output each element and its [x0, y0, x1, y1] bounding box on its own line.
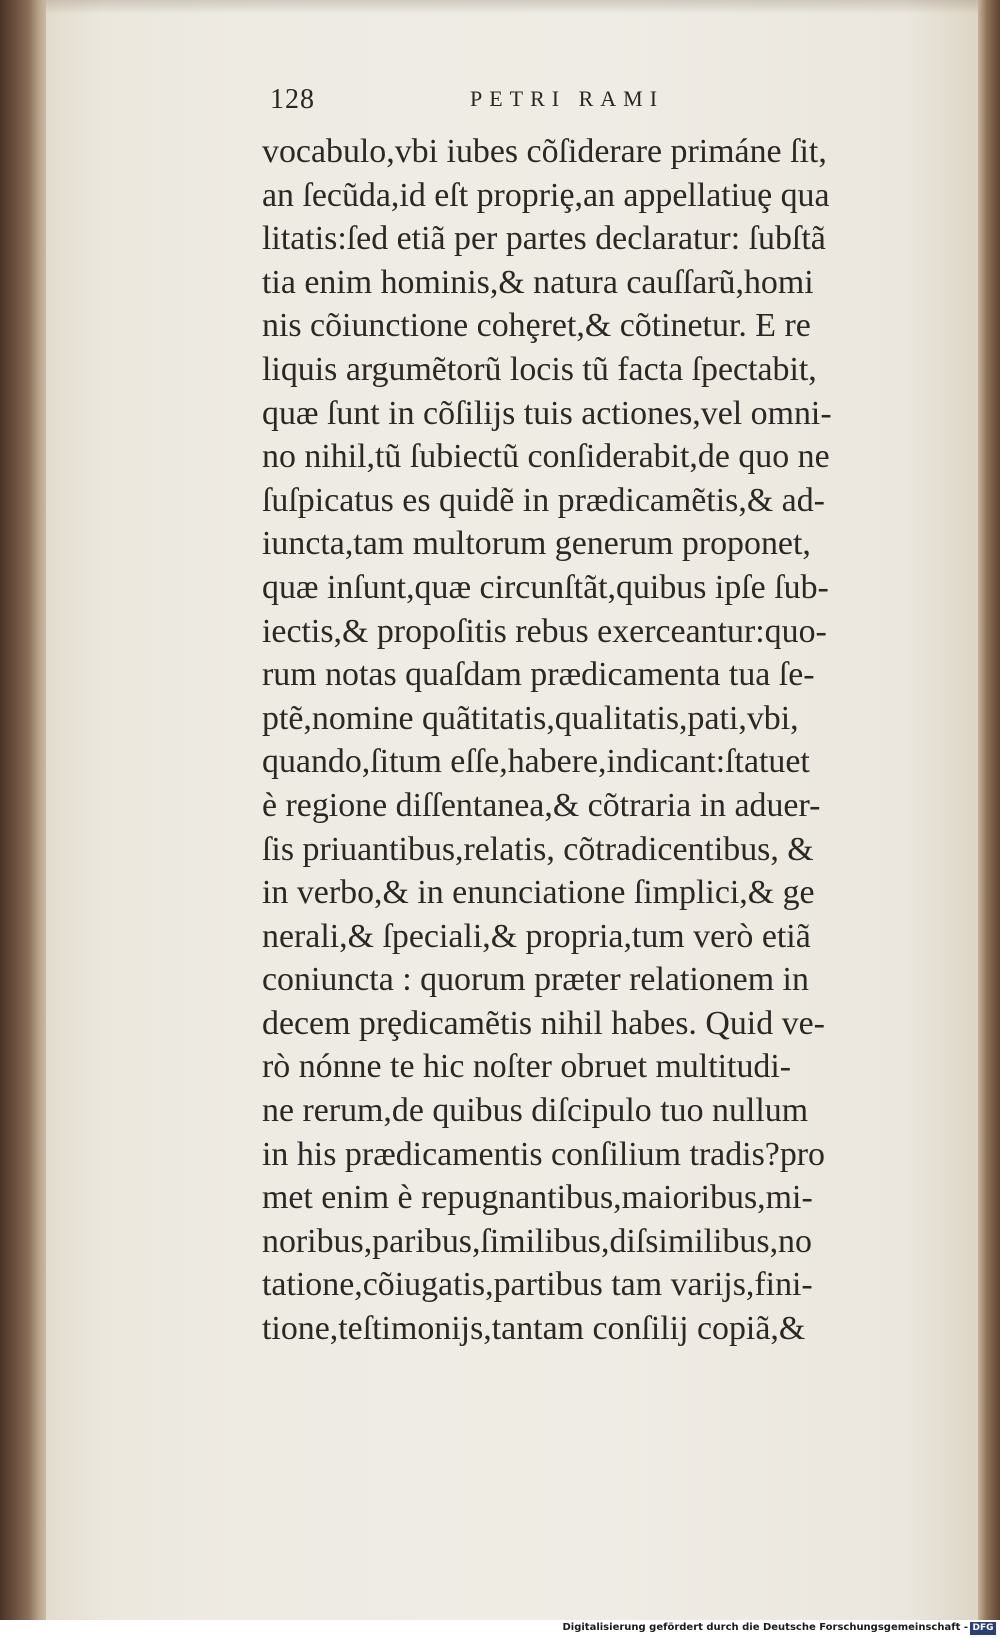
text-line: liquis argumẽtorũ locis tũ facta ſpectabit, — [262, 350, 817, 388]
text-line: quando,ſitum eſſe,habere,indicant:ſtatuet — [262, 743, 810, 781]
text-line: ptẽ,nomine quãtitatis,qualitatis,pati,vbi, — [262, 699, 799, 737]
text-line: vocabulo,vbi iubes cõſiderare primáne ſit, — [262, 133, 827, 170]
text-line: ſis priuantibus,relatis, cõtradicentibus, & — [262, 830, 814, 868]
text-line: iuncta,tam multorum generum proponet, — [262, 525, 811, 563]
top-shadow — [46, 0, 980, 14]
body-text — [262, 130, 932, 1351]
text-line: nis cõiunctione cohȩret,& cõtinetur. E re — [262, 307, 811, 345]
text-line: rum notas quaſdam prædicamenta tua ſe- — [262, 656, 815, 694]
text-line: tione,teſtimonijs,tantam conſilij copiã,& — [262, 1310, 806, 1348]
running-head: PETRI RAMI — [470, 86, 665, 111]
text-line: ne rerum,de quibus diſcipulo tuo nullum — [262, 1092, 809, 1130]
text-line: tia enim hominis,& natura cauſſarũ,homi — [262, 263, 814, 301]
page-header — [270, 84, 710, 124]
funding-credit: Digitalisierung gefördert durch die Deutsche Forschungsgemeinschaft - — [562, 1622, 968, 1633]
text-line: ſuſpicatus es quidẽ in prædicamẽtis,& ad- — [262, 481, 825, 519]
text-line: litatis:ſed etiã per partes declaratur: ſubſtã — [262, 220, 826, 258]
page-number: 128 — [270, 84, 315, 115]
text-line: an ſecũda,id eſt propriȩ,an appellatiuȩ qua — [262, 176, 830, 214]
text-line: rò nónne te hic noſter obruet multitudi- — [262, 1048, 792, 1086]
text-line: è regione diſſentanea,& cõtraria in aduer- — [262, 786, 821, 824]
text-line: quæ inſunt,quæ circunſtãt,quibus ipſe ſub- — [262, 568, 829, 606]
text-line: noribus,paribus,ſimilibus,diſsimilibus,no — [262, 1222, 812, 1260]
text-line: in his prædicamentis conſilium tradis?pro — [262, 1135, 826, 1173]
text-line: tatione,cõiugatis,partibus tam varijs,fini- — [262, 1266, 813, 1304]
text-line: met enim è repugnantibus,maioribus,mi- — [262, 1179, 813, 1217]
text-line: quæ ſunt in cõſilijs tuis actiones,vel omni- — [262, 394, 832, 432]
text-line: no nihil,tũ ſubiectũ conſiderabit,de quo ne — [262, 438, 830, 476]
text-line: in verbo,& in enunciatione ſimplici,& ge — [262, 874, 815, 912]
text-line: coniuncta : quorum præter relationem in — [262, 961, 809, 999]
book-fore-edge — [978, 0, 1000, 1620]
book-gutter-edge — [0, 0, 52, 1620]
text-line: decem prȩdicamẽtis nihil habes. Quid ve- — [262, 1004, 825, 1042]
dfg-logo: DFG — [970, 1622, 996, 1635]
text-line: nerali,& ſpeciali,& propria,tum verò etiã — [262, 917, 811, 955]
text-line: iectis,& propoſitis rebus exerceantur:quo- — [262, 612, 827, 650]
